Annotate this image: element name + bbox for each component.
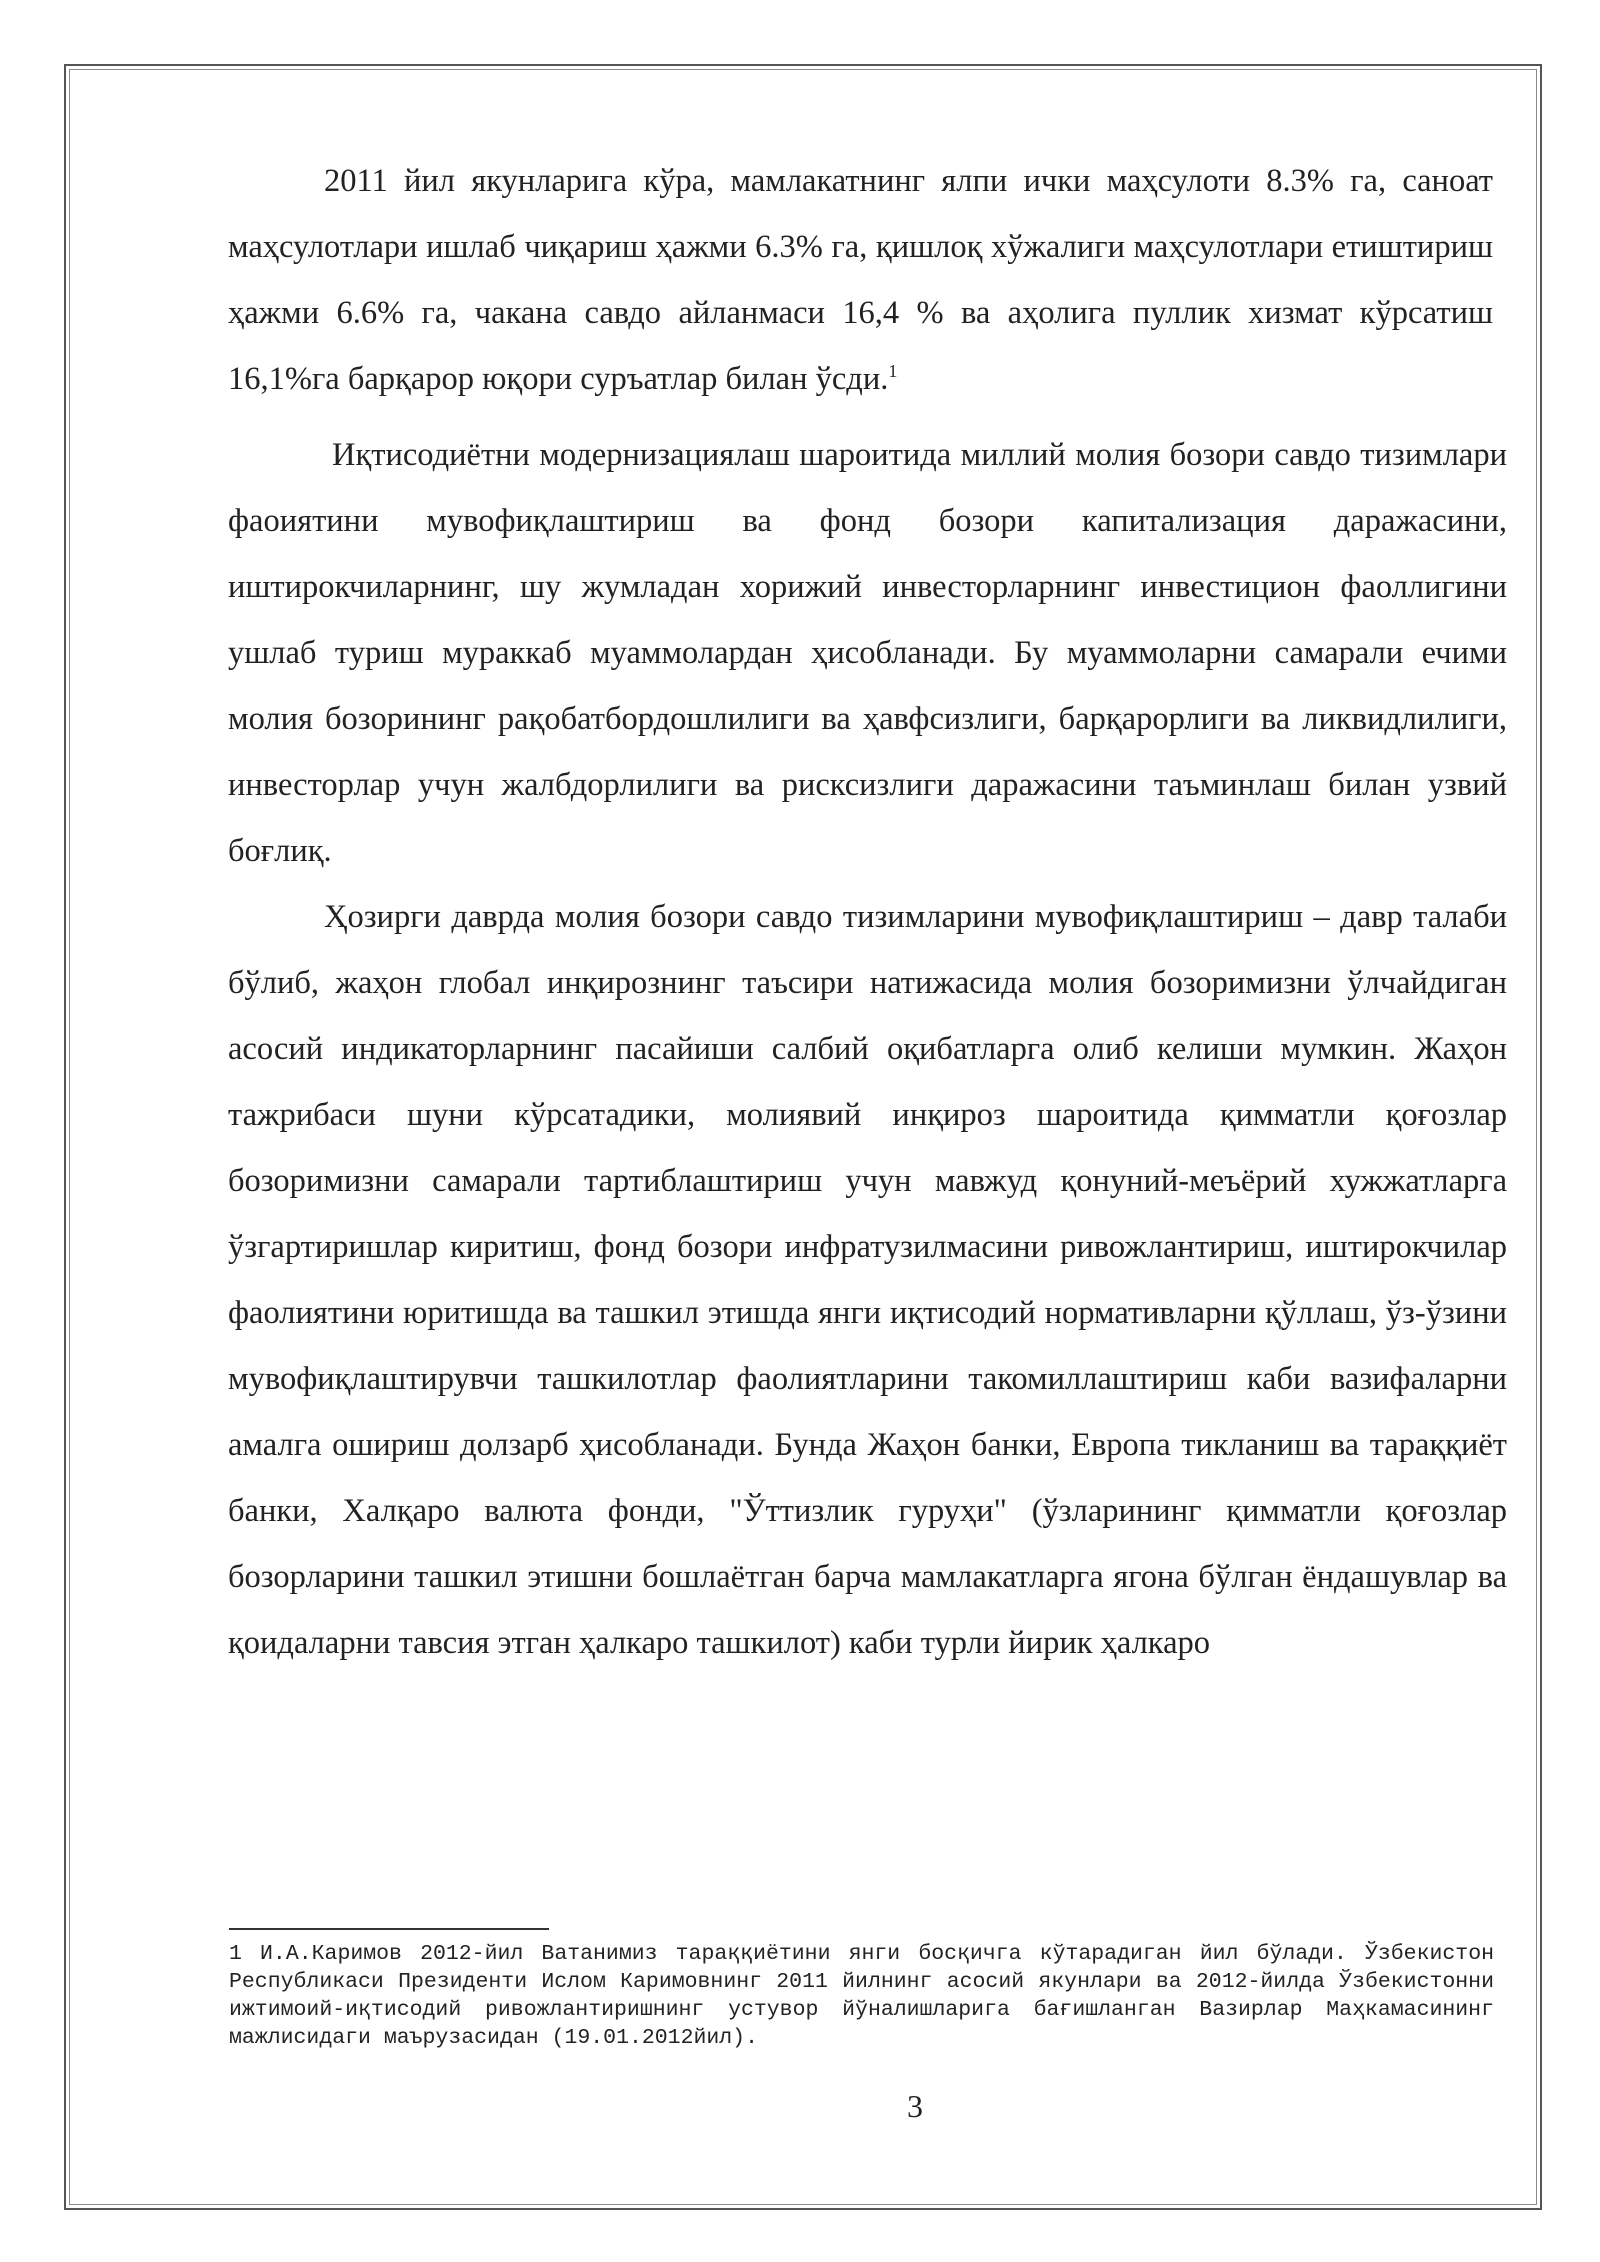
footnote-number: 1 bbox=[229, 1942, 242, 1966]
footnote-reference[interactable]: 1 bbox=[888, 361, 898, 382]
footnote-separator bbox=[229, 1928, 549, 1930]
paragraph-3: Ҳозирги даврда молия бозори савдо тизимларини мувофиқлаштириш – давр талаби бўлиб, жаҳон глобал инқирознинг таъсири натижасида молия бозоримизни ўлчайдиган асосий индикаторларнинг пасайиши салбий оқибатларга олиб келиши мумкин. Жаҳон тажрибаси шуни кўрсатадики, молиявий инқироз шароитида қимматли қоғозлар бозоримизни самарали тартиблаштириш учун мавжуд қонуний-меъёрий хужжатларга ўзгартиришлар киритиш, фонд бозори инфратузилмасини ривожлантириш, иштирокчилар фаолиятини юритишда ва ташкил этишда янги иқтисодий нормативларни қўллаш, ўз-ўзини мувофиқлаштирувчи ташкилотлар фаолиятларини такомиллаштириш каби вазифаларни амалга ошириш долзарб ҳисобланади. Бунда Жаҳон банки, Европа тикланиш ва тараққиёт банки, Халқаро валюта фонди, "Ўттизлик гуруҳи" (ўзларининг қимматли қоғозлар бозорларини ташкил этишни бошлаётган барча мамлакатларга ягона бўлган ёндашувлар ва қоидаларни тавсия этган ҳалкаро ташкилот) каби турли йирик ҳалкаро bbox=[228, 899, 1507, 1661]
document-body bbox=[228, 148, 1507, 1676]
paragraph-2: Иқтисодиётни модернизациялаш шароитида миллий молия бозори савдо тизимлари фаоиятини мувофиқлаштириш ва фонд бозори капитализация даражасини, иштирокчиларнинг, шу жумладан хорижий инвесторларнинг инвестицион фаоллигини ушлаб туриш мураккаб муаммолардан ҳисобланади. Бу муаммоларни самарали ечими молия бозорининг рақобатбордошлилиги ва ҳавфсизлиги, барқарорлиги ва ликвидлилиги, инвесторлар учун жалбдорлилиги ва рисксизлиги даражасини таъминлаш билан узвий боғлиқ. bbox=[228, 437, 1507, 869]
footnote-text: И.А.Каримов 2012-йил Ватанимиз тараққиётини янги босқичга кўтарадиган йил бўлади. Ўзбекистон Республикаси Президенти Ислом Каримовнинг 2011 йилнинг асосий якунлари ва 2012-йилда Ўзбекистонни ижтимоий-иқтисодий ривожлантиришнинг устувор йўналишларига бағишланган Вазирлар Маҳкамасининг мажлисидаги маърузасидан (19.01.2012йил). bbox=[229, 1942, 1494, 2050]
paragraph-1 bbox=[228, 148, 1493, 412]
paragraph-1-text: 2011 йил якунларига кўра, мамлакатнинг ялпи ички маҳсулоти 8.3% га, саноат маҳсулотлари ишлаб чиқариш ҳажми 6.3% га, қишлоқ хўжалиги маҳсулотлари етиштириш ҳажми 6.6% га, чакана савдо айланмаси 16,4 % ва аҳолига пуллик хизмат кўрсатиш 16,1%га барқарор юқори суръатлар билан ўсди. bbox=[228, 163, 1493, 397]
footnote bbox=[229, 1940, 1494, 2052]
page-number: 3 bbox=[907, 2088, 923, 2124]
